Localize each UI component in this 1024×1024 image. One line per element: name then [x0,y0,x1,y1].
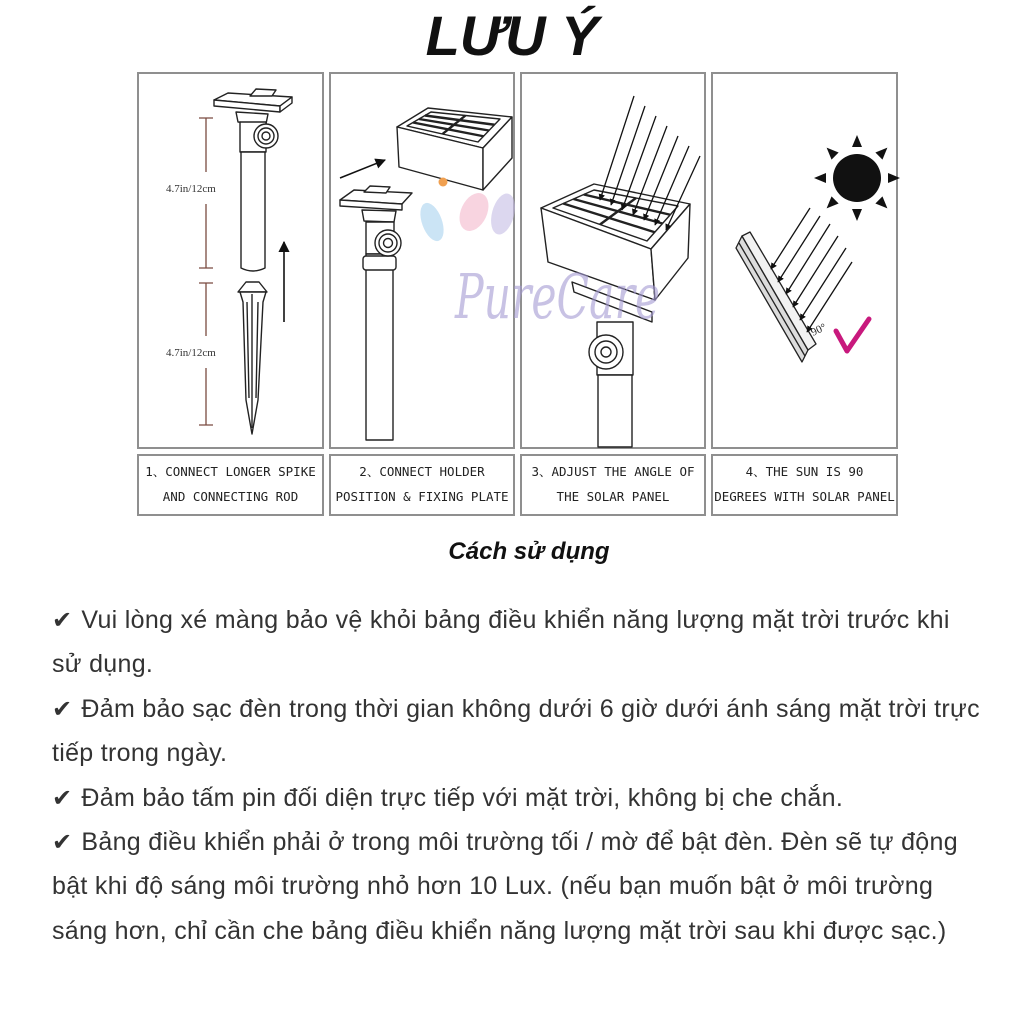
dimension-label-upper: 4.7in/12cm [166,183,216,195]
step-4-image-frame [712,73,897,448]
dimension-label-lower: 4.7in/12cm [166,347,216,359]
holder-knob-inner [384,239,393,248]
step-3-caption-line-1: 3、ADJUST THE ANGLE OF [531,464,695,479]
note-line [52,687,1004,731]
note-line [52,731,1004,775]
step-3-caption-line-2: THE SOLAR PANEL [556,489,670,504]
holder-knob-inner [262,132,270,140]
step-1-caption-line-2: AND CONNECTING ROD [162,489,299,504]
page-title: LƯU Ý [425,4,599,67]
holder-ring [363,256,396,270]
led-light [439,178,448,187]
check-icon [52,606,72,634]
step-2-caption-line-2: POSITION & FIXING PLATE [335,489,509,504]
check-icon [52,695,72,723]
usage-notes-list [52,598,1004,953]
step-1-image-frame [138,73,323,448]
note-text: bật khi độ sáng môi trường nhỏ hơn 10 Lux. (nếu bạn muốn bật ở môi trường [52,872,934,901]
usage-subtitle: Cách sử dụng [448,538,610,565]
step-4-caption-line-1: 4、THE SUN IS 90 [745,464,864,479]
note-text: Vui lòng xé màng bảo vệ khỏi bảng điều khiển năng lượng mặt trời trước khi [81,606,950,634]
note-line [52,820,1004,864]
step-2-caption-line-1: 2、CONNECT HOLDER [359,464,485,479]
note-line [52,776,1004,820]
note-item [52,820,1004,953]
connecting-rod [241,152,265,271]
note-item [52,776,1004,820]
note-text: sáng hơn, chỉ cần che bảng điều khiển năng lượng mặt trời sau khi được sạc.) [52,916,947,945]
note-text: sử dụng. [52,650,154,679]
holder-knob-inner [601,347,611,357]
step-4-caption-line-2: DEGREES WITH SOLAR PANEL [714,489,895,504]
holder-rod [598,375,632,447]
note-item [52,687,1004,776]
check-icon [52,828,72,856]
note-line [52,864,1004,908]
watermark-text: PureCare [454,260,660,333]
note-line [52,642,1004,686]
note-text: tiếp trong ngày. [52,739,228,768]
check-icon [52,784,72,812]
holder-rod [366,254,393,440]
note-text: Đảm bảo sạc đèn trong thời gian không dưới 6 giờ dưới ánh sáng mặt trời trực [81,694,980,723]
angle-label: 90° [809,321,829,339]
note-text: Đảm bảo tấm pin đối diện trực tiếp với mặt trời, không bị che chắn. [81,783,844,812]
step-1-caption-line-1: 1、CONNECT LONGER SPIKE [145,464,316,479]
note-item [52,598,1004,687]
sun-disc [833,154,881,202]
note-text: Bảng điều khiển phải ở trong môi trường tối / mờ để bật đèn. Đèn sẽ tự động [81,827,958,856]
note-line [52,909,1004,953]
holder-connector [362,210,396,222]
note-line [52,598,1004,642]
